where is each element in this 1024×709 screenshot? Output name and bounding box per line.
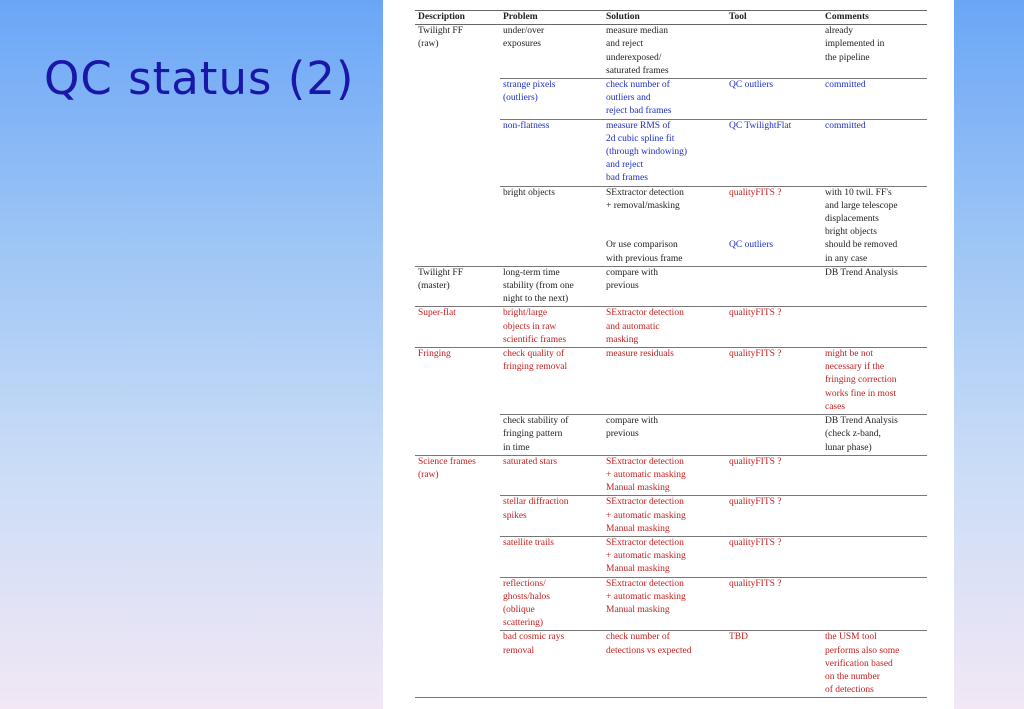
- description-line: (master): [418, 281, 450, 292]
- solution-line: + automatic masking: [606, 591, 686, 602]
- cell-solution: [603, 79, 726, 120]
- comments-line: DB Trend Analysis: [825, 416, 898, 427]
- cell-description: [415, 186, 500, 266]
- cell-tool: [726, 348, 822, 415]
- solution-line: compare with: [606, 267, 658, 278]
- problem-line: scientific frames: [503, 334, 567, 345]
- comments-line: of detections: [825, 685, 874, 696]
- comments-line: and large telescope: [825, 200, 898, 211]
- problem-line: long-term time: [503, 267, 560, 278]
- comments-line: works fine in most: [825, 388, 896, 399]
- cell-problem: [500, 348, 603, 415]
- tool-line: [729, 226, 819, 239]
- tool-line: qualityFITS ?: [729, 456, 782, 467]
- comments-line: lunar phase): [825, 442, 872, 453]
- solution-line: with previous frame: [606, 253, 683, 264]
- solution-line: reject bad frames: [606, 106, 672, 117]
- comments-line: might be not: [825, 349, 874, 360]
- solution-line: and automatic: [606, 321, 660, 332]
- cell-tool: [726, 79, 822, 120]
- description-line: (raw): [418, 469, 439, 480]
- cell-description: [415, 631, 500, 698]
- solution-line: check number of: [606, 80, 670, 91]
- problem-line: fringing pattern: [503, 429, 563, 440]
- cell-problem: [500, 455, 603, 496]
- cell-tool: [726, 186, 822, 266]
- cell-comments: [822, 25, 927, 79]
- cell-problem: [500, 307, 603, 348]
- solution-line: measure RMS of: [606, 120, 671, 131]
- cell-problem: [500, 266, 603, 307]
- problem-line: satellite trails: [503, 537, 554, 548]
- solution-line: SExtractor detection: [606, 456, 684, 467]
- solution-line: detections vs expected: [606, 645, 692, 656]
- comments-line: with 10 twil. FF's: [825, 187, 892, 198]
- cell-comments: [822, 266, 927, 307]
- cell-problem: [500, 119, 603, 186]
- comments-line: should be removed: [825, 240, 898, 251]
- cell-comments: [822, 307, 927, 348]
- description-line: Fringing: [418, 349, 451, 360]
- table-row: [415, 266, 927, 307]
- problem-line: fringing removal: [503, 362, 568, 373]
- cell-comments: [822, 631, 927, 698]
- solution-line: previous: [606, 281, 639, 292]
- comments-line: displacements: [825, 214, 879, 225]
- solution-line: underexposed/: [606, 52, 662, 63]
- solution-line: Manual masking: [606, 564, 670, 575]
- header-comments: Comments: [822, 11, 927, 25]
- cell-tool: [726, 577, 822, 631]
- tool-line: TBD: [729, 632, 748, 643]
- cell-description: [415, 536, 500, 577]
- problem-line: in time: [503, 442, 530, 453]
- cell-problem: [500, 496, 603, 537]
- table-row: [415, 577, 927, 631]
- comments-line: in any case: [825, 253, 868, 264]
- solution-line: measure median: [606, 26, 668, 37]
- solution-line: + removal/masking: [606, 200, 680, 211]
- problem-line: stability (from one: [503, 281, 574, 292]
- comments-line: the USM tool: [825, 632, 877, 643]
- solution-line: bad frames: [606, 173, 648, 184]
- solution-line: check number of: [606, 632, 670, 643]
- table-row: [415, 455, 927, 496]
- cell-solution: [603, 186, 726, 266]
- description-line: Super-flat: [418, 308, 456, 319]
- cell-tool: [726, 119, 822, 186]
- cell-problem: [500, 415, 603, 456]
- cell-comments: [822, 415, 927, 456]
- table-row: [415, 631, 927, 698]
- cell-solution: [603, 415, 726, 456]
- description-line: Twilight FF: [418, 267, 463, 278]
- solution-line: measure residuals: [606, 349, 674, 360]
- header-tool: Tool: [726, 11, 822, 25]
- solution-line: masking: [606, 334, 639, 345]
- comments-line: committed: [825, 80, 866, 91]
- problem-line: check stability of: [503, 416, 569, 427]
- comments-line: necessary if the: [825, 362, 885, 373]
- solution-line: SExtractor detection: [606, 578, 684, 589]
- table-row: [415, 186, 927, 266]
- problem-line: exposures: [503, 39, 541, 50]
- qc-status-table: [415, 10, 927, 698]
- header-problem: Problem: [500, 11, 603, 25]
- cell-description: [415, 25, 500, 79]
- cell-tool: [726, 455, 822, 496]
- solution-line: [606, 226, 723, 239]
- solution-line: SExtractor detection: [606, 537, 684, 548]
- cell-problem: [500, 631, 603, 698]
- comments-line: on the number: [825, 671, 880, 682]
- solution-line: saturated frames: [606, 65, 669, 76]
- solution-line: (through windowing): [606, 147, 688, 158]
- cell-comments: [822, 455, 927, 496]
- solution-line: Manual masking: [606, 604, 670, 615]
- cell-solution: [603, 266, 726, 307]
- problem-line: (oblique: [503, 604, 535, 615]
- problem-line: saturated stars: [503, 456, 558, 467]
- cell-solution: [603, 455, 726, 496]
- cell-tool: [726, 415, 822, 456]
- solution-line: Or use comparison: [606, 240, 678, 251]
- cell-comments: [822, 186, 927, 266]
- problem-line: under/over: [503, 26, 545, 37]
- solution-line: + automatic masking: [606, 551, 686, 562]
- cell-comments: [822, 536, 927, 577]
- cell-tool: [726, 266, 822, 307]
- cell-comments: [822, 79, 927, 120]
- solution-line: [606, 213, 723, 226]
- solution-line: Manual masking: [606, 483, 670, 494]
- solution-line: + automatic masking: [606, 469, 686, 480]
- comments-line: the pipeline: [825, 52, 870, 63]
- table-body: [415, 25, 927, 698]
- problem-line: check quality of: [503, 349, 565, 360]
- table-header-row: [415, 11, 927, 25]
- comments-line: committed: [825, 120, 866, 131]
- comments-line: DB Trend Analysis: [825, 267, 898, 278]
- problem-line: bright objects: [503, 187, 555, 198]
- cell-solution: [603, 496, 726, 537]
- table-row: [415, 536, 927, 577]
- solution-line: SExtractor detection: [606, 187, 684, 198]
- cell-solution: [603, 25, 726, 79]
- solution-line: SExtractor detection: [606, 497, 684, 508]
- cell-solution: [603, 307, 726, 348]
- comments-line: (check z-band,: [825, 429, 881, 440]
- cell-description: [415, 266, 500, 307]
- problem-line: night to the next): [503, 294, 569, 305]
- solution-line: and reject: [606, 39, 644, 50]
- cell-tool: [726, 536, 822, 577]
- comments-line: bright objects: [825, 227, 877, 238]
- cell-comments: [822, 577, 927, 631]
- solution-line: 2d cubic spline fit: [606, 133, 675, 144]
- description-line: Twilight FF: [418, 26, 463, 37]
- header-solution: Solution: [603, 11, 726, 25]
- problem-line: spikes: [503, 510, 527, 521]
- cell-solution: [603, 577, 726, 631]
- cell-solution: [603, 119, 726, 186]
- tool-line: qualityFITS ?: [729, 187, 782, 198]
- cell-description: [415, 79, 500, 120]
- description-line: (raw): [418, 39, 439, 50]
- solution-line: Manual masking: [606, 523, 670, 534]
- problem-line: objects in raw: [503, 321, 557, 332]
- solution-line: + automatic masking: [606, 510, 686, 521]
- tool-line: qualityFITS ?: [729, 578, 782, 589]
- table-row: [415, 496, 927, 537]
- problem-line: bright/large: [503, 308, 548, 319]
- table-row: [415, 25, 927, 79]
- slide-title: QC status (2): [44, 52, 355, 105]
- tool-line: qualityFITS ?: [729, 497, 782, 508]
- comments-line: performs also some: [825, 645, 900, 656]
- cell-comments: [822, 119, 927, 186]
- solution-line: SExtractor detection: [606, 308, 684, 319]
- tool-line: qualityFITS ?: [729, 537, 782, 548]
- cell-description: [415, 455, 500, 496]
- cell-description: [415, 577, 500, 631]
- cell-tool: [726, 25, 822, 79]
- problem-line: non-flatness: [503, 120, 550, 131]
- problem-line: strange pixels: [503, 80, 556, 91]
- tool-line: [729, 213, 819, 226]
- comments-line: fringing correction: [825, 375, 897, 386]
- cell-tool: [726, 631, 822, 698]
- comments-line: already: [825, 26, 853, 37]
- comments-line: implemented in: [825, 39, 885, 50]
- cell-description: [415, 496, 500, 537]
- problem-line: removal: [503, 645, 535, 656]
- cell-solution: [603, 631, 726, 698]
- cell-description: [415, 119, 500, 186]
- cell-comments: [822, 496, 927, 537]
- solution-line: and reject: [606, 160, 644, 171]
- tool-line: QC outliers: [729, 240, 774, 251]
- comments-line: cases: [825, 401, 846, 412]
- cell-description: [415, 307, 500, 348]
- tool-line: qualityFITS ?: [729, 349, 782, 360]
- cell-tool: [726, 307, 822, 348]
- table-row: [415, 119, 927, 186]
- table-row: [415, 415, 927, 456]
- solution-line: previous: [606, 429, 639, 440]
- cell-solution: [603, 536, 726, 577]
- table-row: [415, 79, 927, 120]
- cell-problem: [500, 186, 603, 266]
- problem-line: reflections/: [503, 578, 546, 589]
- problem-line: stellar diffraction: [503, 497, 569, 508]
- solution-line: outliers and: [606, 93, 651, 104]
- tool-line: qualityFITS ?: [729, 308, 782, 319]
- problem-line: bad cosmic rays: [503, 632, 565, 643]
- tool-line: QC TwilightFlat: [729, 120, 792, 131]
- table-row: [415, 307, 927, 348]
- problem-line: scattering): [503, 618, 544, 629]
- solution-line: compare with: [606, 416, 658, 427]
- table-row: [415, 348, 927, 415]
- problem-line: (outliers): [503, 93, 538, 104]
- cell-problem: [500, 577, 603, 631]
- cell-description: [415, 348, 500, 415]
- cell-problem: [500, 79, 603, 120]
- cell-tool: [726, 496, 822, 537]
- description-line: Science frames: [418, 456, 476, 467]
- problem-line: ghosts/halos: [503, 591, 550, 602]
- cell-solution: [603, 348, 726, 415]
- tool-line: QC outliers: [729, 80, 774, 91]
- cell-comments: [822, 348, 927, 415]
- comments-line: verification based: [825, 658, 893, 669]
- cell-problem: [500, 25, 603, 79]
- cell-problem: [500, 536, 603, 577]
- cell-description: [415, 415, 500, 456]
- tool-line: [729, 200, 819, 213]
- document-page: [383, 0, 954, 709]
- header-description: Description: [415, 11, 500, 25]
